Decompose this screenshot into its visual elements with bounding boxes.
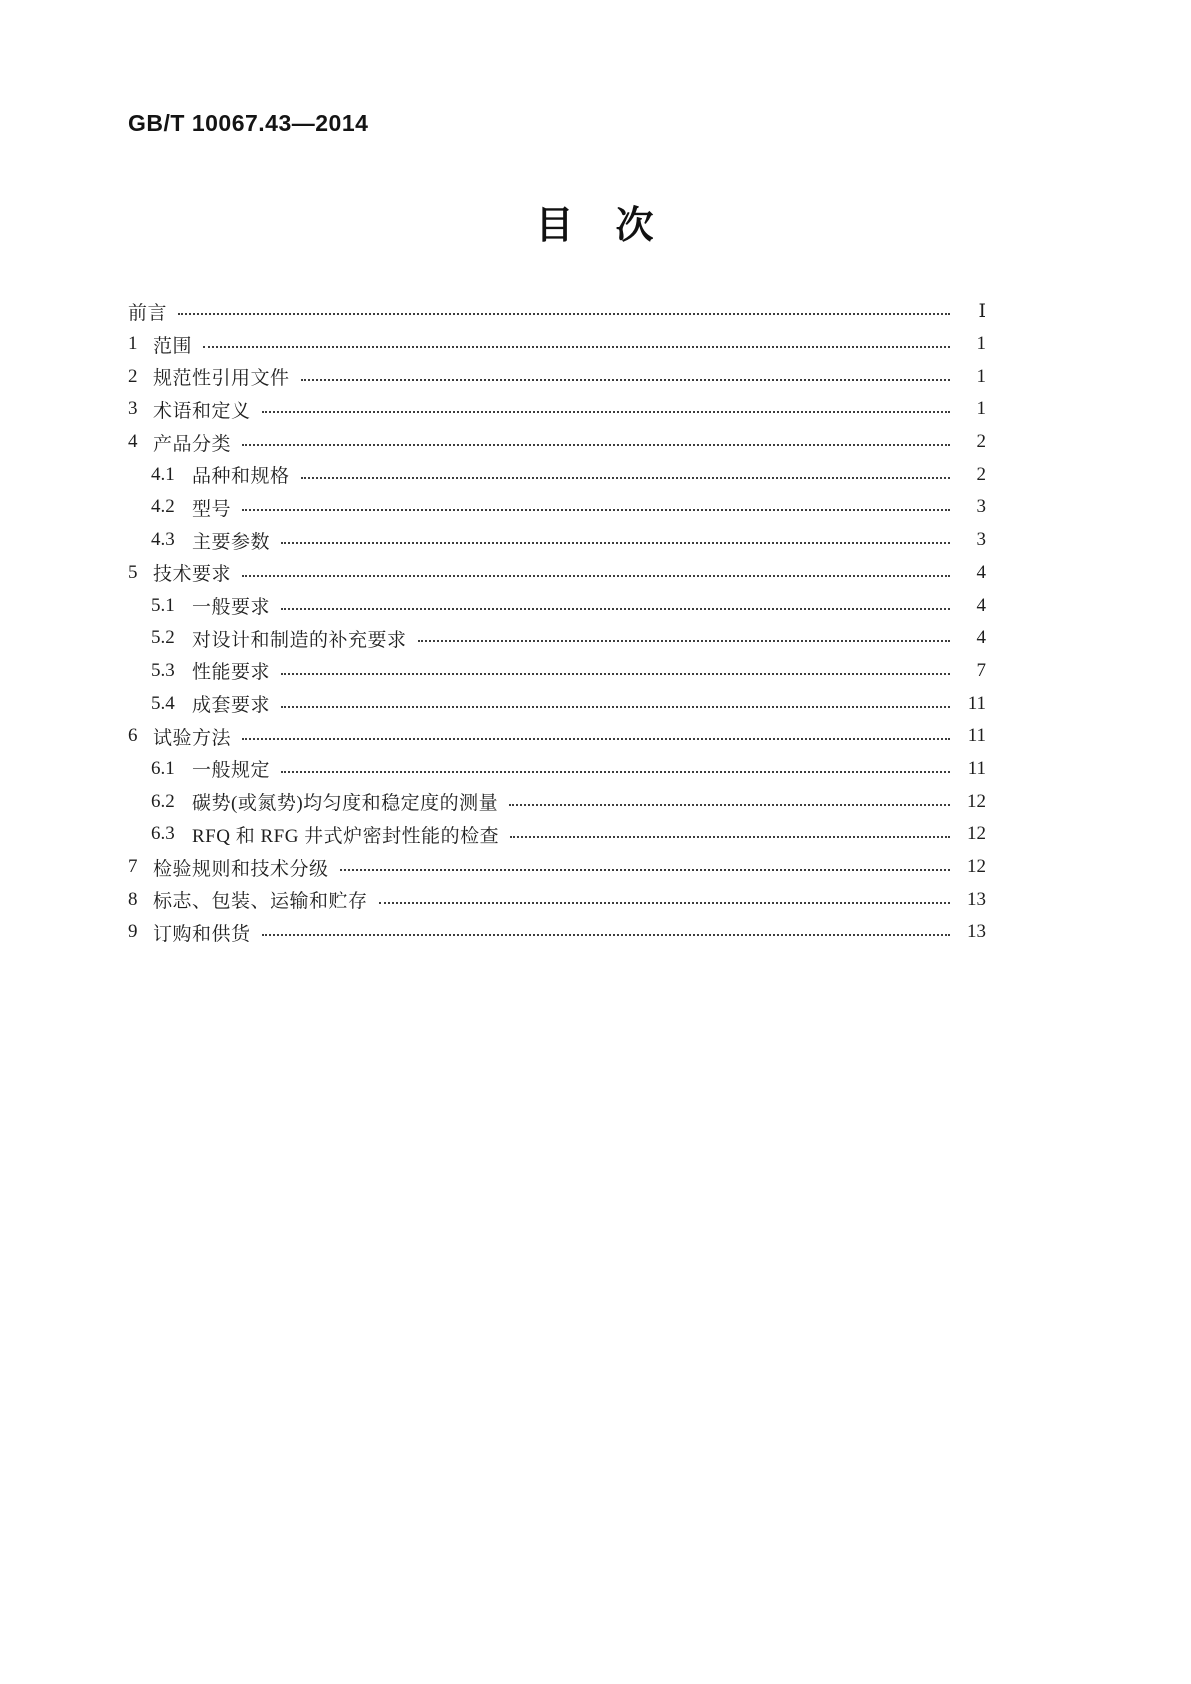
toc-leader-dots — [281, 608, 950, 610]
toc-leader-dots — [242, 575, 950, 577]
toc-entry-number: 6.3 — [151, 823, 175, 845]
toc-entry-label: 品种和规格 — [192, 466, 290, 488]
toc-entry — [128, 818, 986, 851]
toc-entry-number: 4.3 — [151, 529, 175, 551]
toc-entry-label: 一般要求 — [192, 597, 271, 619]
toc-entry — [128, 687, 986, 720]
toc-leader-dots — [203, 346, 950, 348]
toc-leader-dots — [242, 509, 950, 511]
toc-entry-page: 11 — [967, 757, 986, 779]
toc-entry-label: 试验方法 — [153, 727, 232, 749]
toc-entry-number: 4.2 — [151, 496, 175, 518]
toc-entry-number: 6 — [128, 725, 138, 747]
toc-entry-page: 1 — [976, 398, 986, 420]
toc-entry — [128, 491, 986, 524]
standard-number: GB/T 10067.43—2014 — [128, 110, 369, 136]
toc-leader-dots — [301, 379, 950, 381]
toc-leader-dots — [178, 313, 950, 315]
toc-entry-page: 11 — [967, 692, 986, 714]
toc-entry — [128, 524, 986, 557]
toc-entry-label: 性能要求 — [192, 662, 271, 684]
toc-entry-number: 5.2 — [151, 627, 175, 649]
toc-entry — [128, 328, 986, 361]
toc-leader-dots — [242, 444, 950, 446]
toc-entry — [128, 753, 986, 786]
toc-entry-page: 13 — [967, 888, 986, 910]
toc-entry-label: 规范性引用文件 — [153, 368, 290, 390]
toc-entry-number: 6.2 — [151, 790, 175, 812]
toc-entry — [128, 557, 986, 590]
toc-entry — [128, 589, 986, 622]
toc-entry-label: 碳势(或氮势)均匀度和稳定度的测量 — [192, 793, 499, 815]
toc-entry-page: 3 — [976, 529, 986, 551]
toc-entry — [128, 916, 986, 949]
toc-entry-label: 产品分类 — [153, 433, 232, 455]
toc-entry-label: 标志、包装、运输和贮存 — [153, 891, 368, 913]
toc-leader-dots — [418, 640, 950, 642]
toc-entry-number: 5.3 — [151, 659, 175, 681]
toc-leader-dots — [301, 477, 950, 479]
toc-entry-page: 4 — [976, 561, 986, 583]
toc-entry-page: 1 — [976, 333, 986, 355]
toc-entry-page: 4 — [976, 594, 986, 616]
toc-entry-page: 2 — [976, 431, 986, 453]
toc-leader-dots — [281, 771, 950, 773]
toc-entry-label: 技术要求 — [153, 564, 232, 586]
toc-entry-page: 2 — [976, 463, 986, 485]
toc-leader-dots — [281, 673, 950, 675]
toc-entry-number: 9 — [128, 921, 138, 943]
toc-entry — [128, 851, 986, 884]
toc-entry-number: 1 — [128, 333, 138, 355]
toc-entry-page: 13 — [967, 921, 986, 943]
toc-entry-label: 检验规则和技术分级 — [153, 858, 329, 880]
toc-entry-label: 术语和定义 — [153, 400, 251, 422]
toc-entry — [128, 622, 986, 655]
toc-entry — [128, 360, 986, 393]
toc-title: 目 次 — [535, 205, 656, 247]
toc-entry-page: 3 — [976, 496, 986, 518]
toc-entry-label: 型号 — [192, 498, 232, 520]
toc-entry-number: 6.1 — [151, 757, 175, 779]
toc-entry-label: 成套要求 — [192, 695, 271, 717]
toc-entry — [128, 426, 986, 459]
toc-leader-dots — [379, 902, 950, 904]
toc-entry-page: 4 — [976, 627, 986, 649]
toc-entry-label: 订购和供货 — [153, 923, 251, 945]
toc-entry — [128, 458, 986, 491]
toc-leader-dots — [340, 869, 950, 871]
toc-list — [128, 295, 986, 949]
toc-entry-page: 11 — [967, 725, 986, 747]
toc-leader-dots — [262, 411, 950, 413]
toc-entry-label: 主要参数 — [192, 531, 271, 553]
toc-entry-page: 7 — [976, 659, 986, 681]
toc-leader-dots — [281, 706, 950, 708]
toc-entry-number: 4 — [128, 431, 138, 453]
toc-entry — [128, 883, 986, 916]
toc-entry-page: Ⅰ — [978, 300, 986, 322]
toc-entry-label: RFQ 和 RFG 井式炉密封性能的检查 — [192, 825, 500, 847]
toc-leader-dots — [510, 836, 950, 838]
toc-leader-dots — [262, 934, 950, 936]
toc-leader-dots — [242, 738, 950, 740]
toc-entry-page: 12 — [967, 856, 986, 878]
toc-entry-number: 8 — [128, 888, 138, 910]
toc-entry-label: 前言 — [128, 302, 168, 324]
toc-entry-number: 2 — [128, 365, 138, 387]
toc-entry-label: 一般规定 — [192, 760, 271, 782]
toc-entry-label: 对设计和制造的补充要求 — [192, 629, 407, 651]
toc-entry-label: 范围 — [153, 335, 193, 357]
toc-leader-dots — [509, 804, 950, 806]
toc-entry — [128, 720, 986, 753]
toc-entry — [128, 655, 986, 688]
toc-entry — [128, 295, 986, 328]
toc-entry-page: 1 — [976, 365, 986, 387]
toc-entry — [128, 785, 986, 818]
toc-entry-number: 4.1 — [151, 463, 175, 485]
toc-entry-number: 3 — [128, 398, 138, 420]
toc-entry-number: 5.1 — [151, 594, 175, 616]
toc-entry-number: 5 — [128, 561, 138, 583]
toc-entry-page: 12 — [967, 823, 986, 845]
toc-entry-number: 5.4 — [151, 692, 175, 714]
toc-entry-page: 12 — [967, 790, 986, 812]
toc-entry — [128, 393, 986, 426]
toc-leader-dots — [281, 542, 950, 544]
toc-entry-number: 7 — [128, 856, 138, 878]
